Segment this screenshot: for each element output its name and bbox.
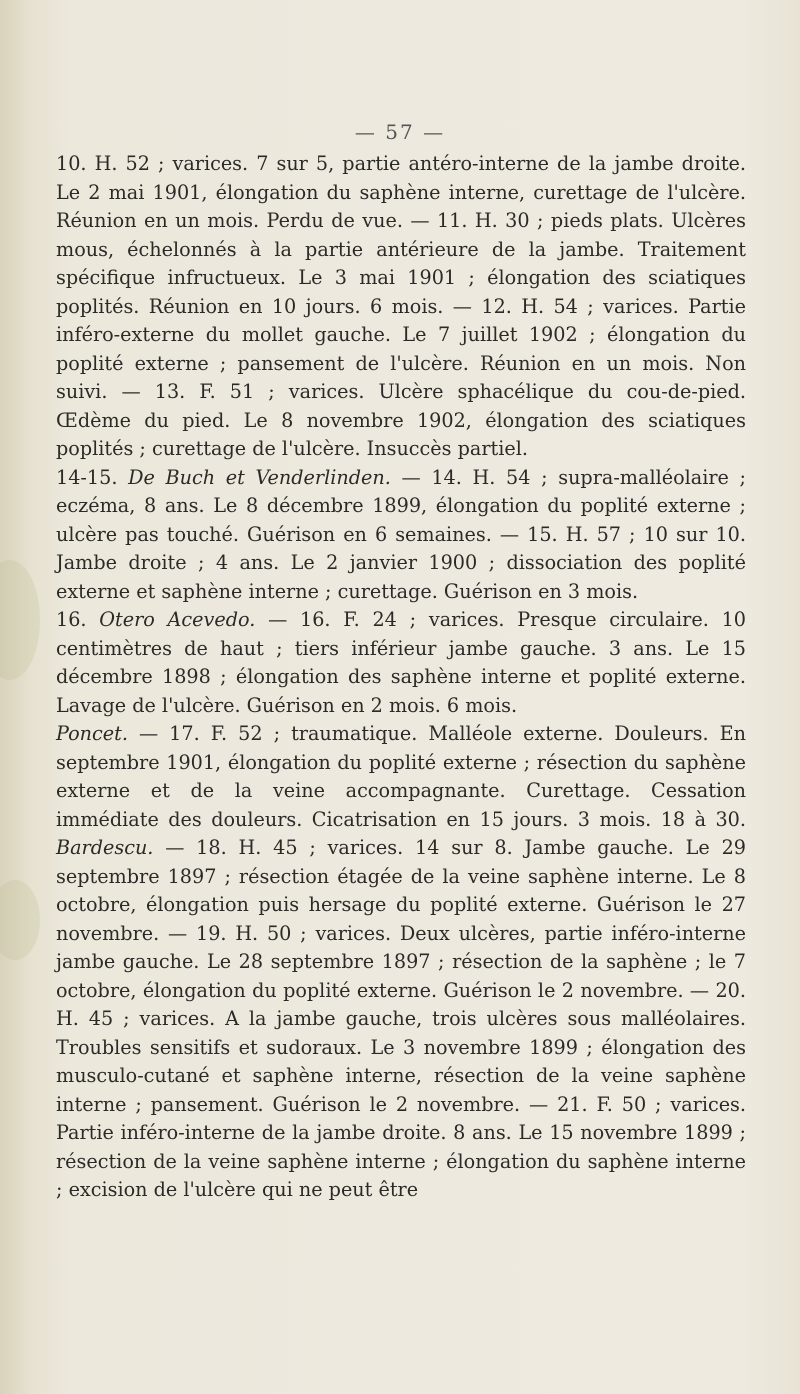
paragraph	[56, 464, 746, 607]
author-name: De Buch et Venderlinden.	[128, 465, 391, 489]
body-text	[56, 150, 746, 1205]
author-name: Poncet.	[56, 722, 128, 745]
text-segment: — 14. H. 54 ; supra-malléolaire ; eczéma, 8 ans. Le 8 décembre 1899, élongation du poplité externe ; ulcère pas touché. Guérison en 6 semaines. — 15. H. 57 ; 10 sur 10. Jambe droite ; 4 ans. Le 2 janvier 1900 ; dissociation des poplité externe et saphène interne ; curettage. Guérison en 3 mois.	[56, 465, 746, 603]
text-segment: 16.	[56, 608, 100, 631]
author-name: Otero Acevedo.	[99, 608, 256, 631]
paper-stain	[0, 560, 40, 680]
text-segment: 14-15.	[56, 465, 129, 489]
text-segment: 10. H. 52 ; varices. 7 sur 5, partie antéro-interne de la jambe droite. Le 2 mai 1901, élongation du saphène interne, curettage de l'ulcère. Réunion en un mois. Perdu de vue. — 11. H. 30 ; pieds plats. Ulcères mous, échelonnés à la partie antérieure de la jambe. Traitement spécifique infructueux. Le 3 mai 1901 ; élongation des sciatiques poplités. Réunion en 10 jours. 6 mois. — 12. H. 54 ; varices. Partie inféro-externe du mollet gauche. Le 7 juillet 1902 ; élongation du poplité externe ; pansement de l'ulcère. Réunion en un mois. Non suivi. — 13. F. 51 ; varices. Ulcère sphacélique du cou-de-pied. Œdème du pied. Le 8 novembre 1902, élongation des sciatiques poplités ; curettage de l'ulcère. Insuccès partiel.	[56, 152, 746, 460]
paragraph	[56, 720, 746, 1205]
text-segment: — 18. H. 45 ; varices. 14 sur 8. Jambe gauche. Le 29 septembre 1897 ; résection étagée de la veine saphène interne. Le 8 octobre, élongation puis hersage du poplité externe. Guérison le 27 novembre. — 19. H. 50 ; varices. Deux ulcères, partie inféro-interne jambe gauche. Le 28 septembre 1897 ; résection de la saphène ; le 7 octobre, élongation du poplité externe. Guérison le 2 novembre. — 20. H. 45 ; varices. A la jambe gauche, trois ulcères sous malléolaires. Troubles sensitifs et sudoraux. Le 3 novembre 1899 ; élongation des musculo-cutané et saphène interne, résection de la veine saphène interne ; pansement. Guérison le 2 novembre. — 21. F. 50 ; varices. Partie inféro-interne de la jambe droite. 8 ans. Le 15 novembre 1899 ; résection de la veine saphène interne ; élongation du saphène interne ; excision de l'ulcère qui ne peut être	[56, 836, 746, 1201]
paper-stain	[0, 880, 40, 960]
page-number: — 57 —	[354, 120, 446, 144]
text-segment: — 17. F. 52 ; traumatique. Malléole externe. Douleurs. En septembre 1901, élongation du poplité externe ; résection du saphène externe et de la veine accompagnante. Curettage. Cessation immédiate des douleurs. Cicatrisation en 15 jours. 3 mois. 18 à 30.	[56, 722, 746, 831]
text-segment: — 16. F. 24 ; varices. Presque circulaire. 10 centimètres de haut ; tiers inférieur jambe gauche. 3 ans. Le 15 décembre 1898 ; élongation des saphène interne et poplité externe. Lavage de l'ulcère. Guérison en 2 mois. 6 mois.	[56, 608, 746, 717]
author-name: Bardescu.	[56, 836, 154, 859]
paragraph	[56, 606, 746, 720]
paragraph	[56, 150, 746, 464]
